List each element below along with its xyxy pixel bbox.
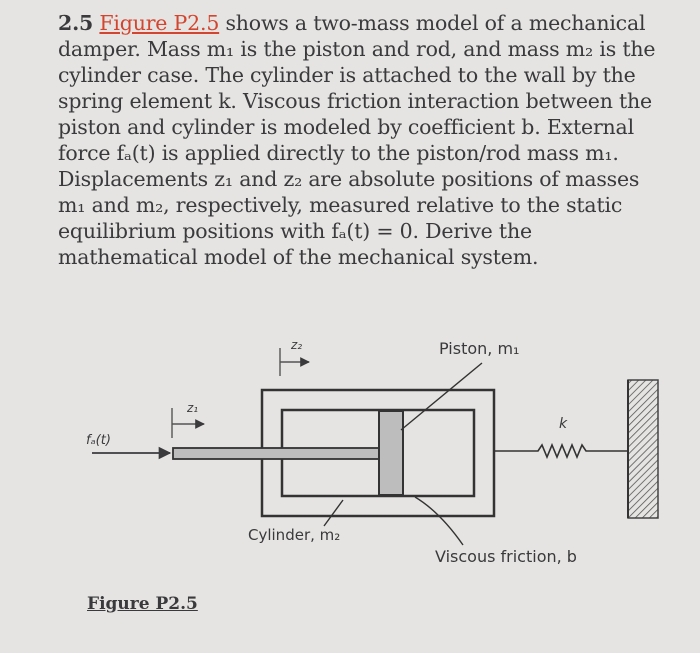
piston-leader (401, 363, 482, 430)
problem-text-line: cylinder case. The cylinder is attached to the wall by the (58, 63, 636, 87)
piston-rod (173, 448, 379, 459)
problem-text-line: spring element k. Viscous friction interaction between the (58, 89, 652, 113)
friction-leader (415, 497, 463, 545)
force-label: fₐ(t) (86, 433, 111, 448)
problem-text-line: shows a two-mass model of a mechanical (225, 11, 646, 35)
z1-label: z₁ (187, 401, 199, 415)
spring (494, 445, 628, 457)
problem-text-line: mathematical model of the mechanical system. (58, 245, 539, 269)
problem-text-line: Displacements z₁ and z₂ are absolute positions of masses (58, 167, 640, 191)
problem-text-line: force fₐ(t) is applied directly to the piston/rod mass m₁. (58, 141, 619, 165)
z2-label: z₂ (291, 338, 303, 352)
problem-number: 2.5 (58, 11, 94, 35)
piston-head (379, 411, 403, 495)
cylinder-leader (324, 500, 343, 526)
piston-label: Piston, m₁ (439, 339, 520, 358)
friction-label: Viscous friction, b (435, 547, 577, 566)
wall (628, 380, 658, 518)
problem-text-line: m₁ and m₂, respectively, measured relative to the static (58, 193, 623, 217)
figure-link[interactable]: Figure P2.5 (99, 11, 220, 35)
problem-text-line: equilibrium positions with fₐ(t) = 0. Derive the (58, 219, 532, 243)
spring-label: k (559, 416, 568, 432)
figure-caption: Figure P2.5 (87, 594, 198, 614)
problem-text-line: damper. Mass m₁ is the piston and rod, and mass m₂ is the (58, 37, 656, 61)
cylinder-label: Cylinder, m₂ (248, 526, 341, 544)
problem-text-line: piston and cylinder is modeled by coefficient b. External (58, 115, 634, 139)
